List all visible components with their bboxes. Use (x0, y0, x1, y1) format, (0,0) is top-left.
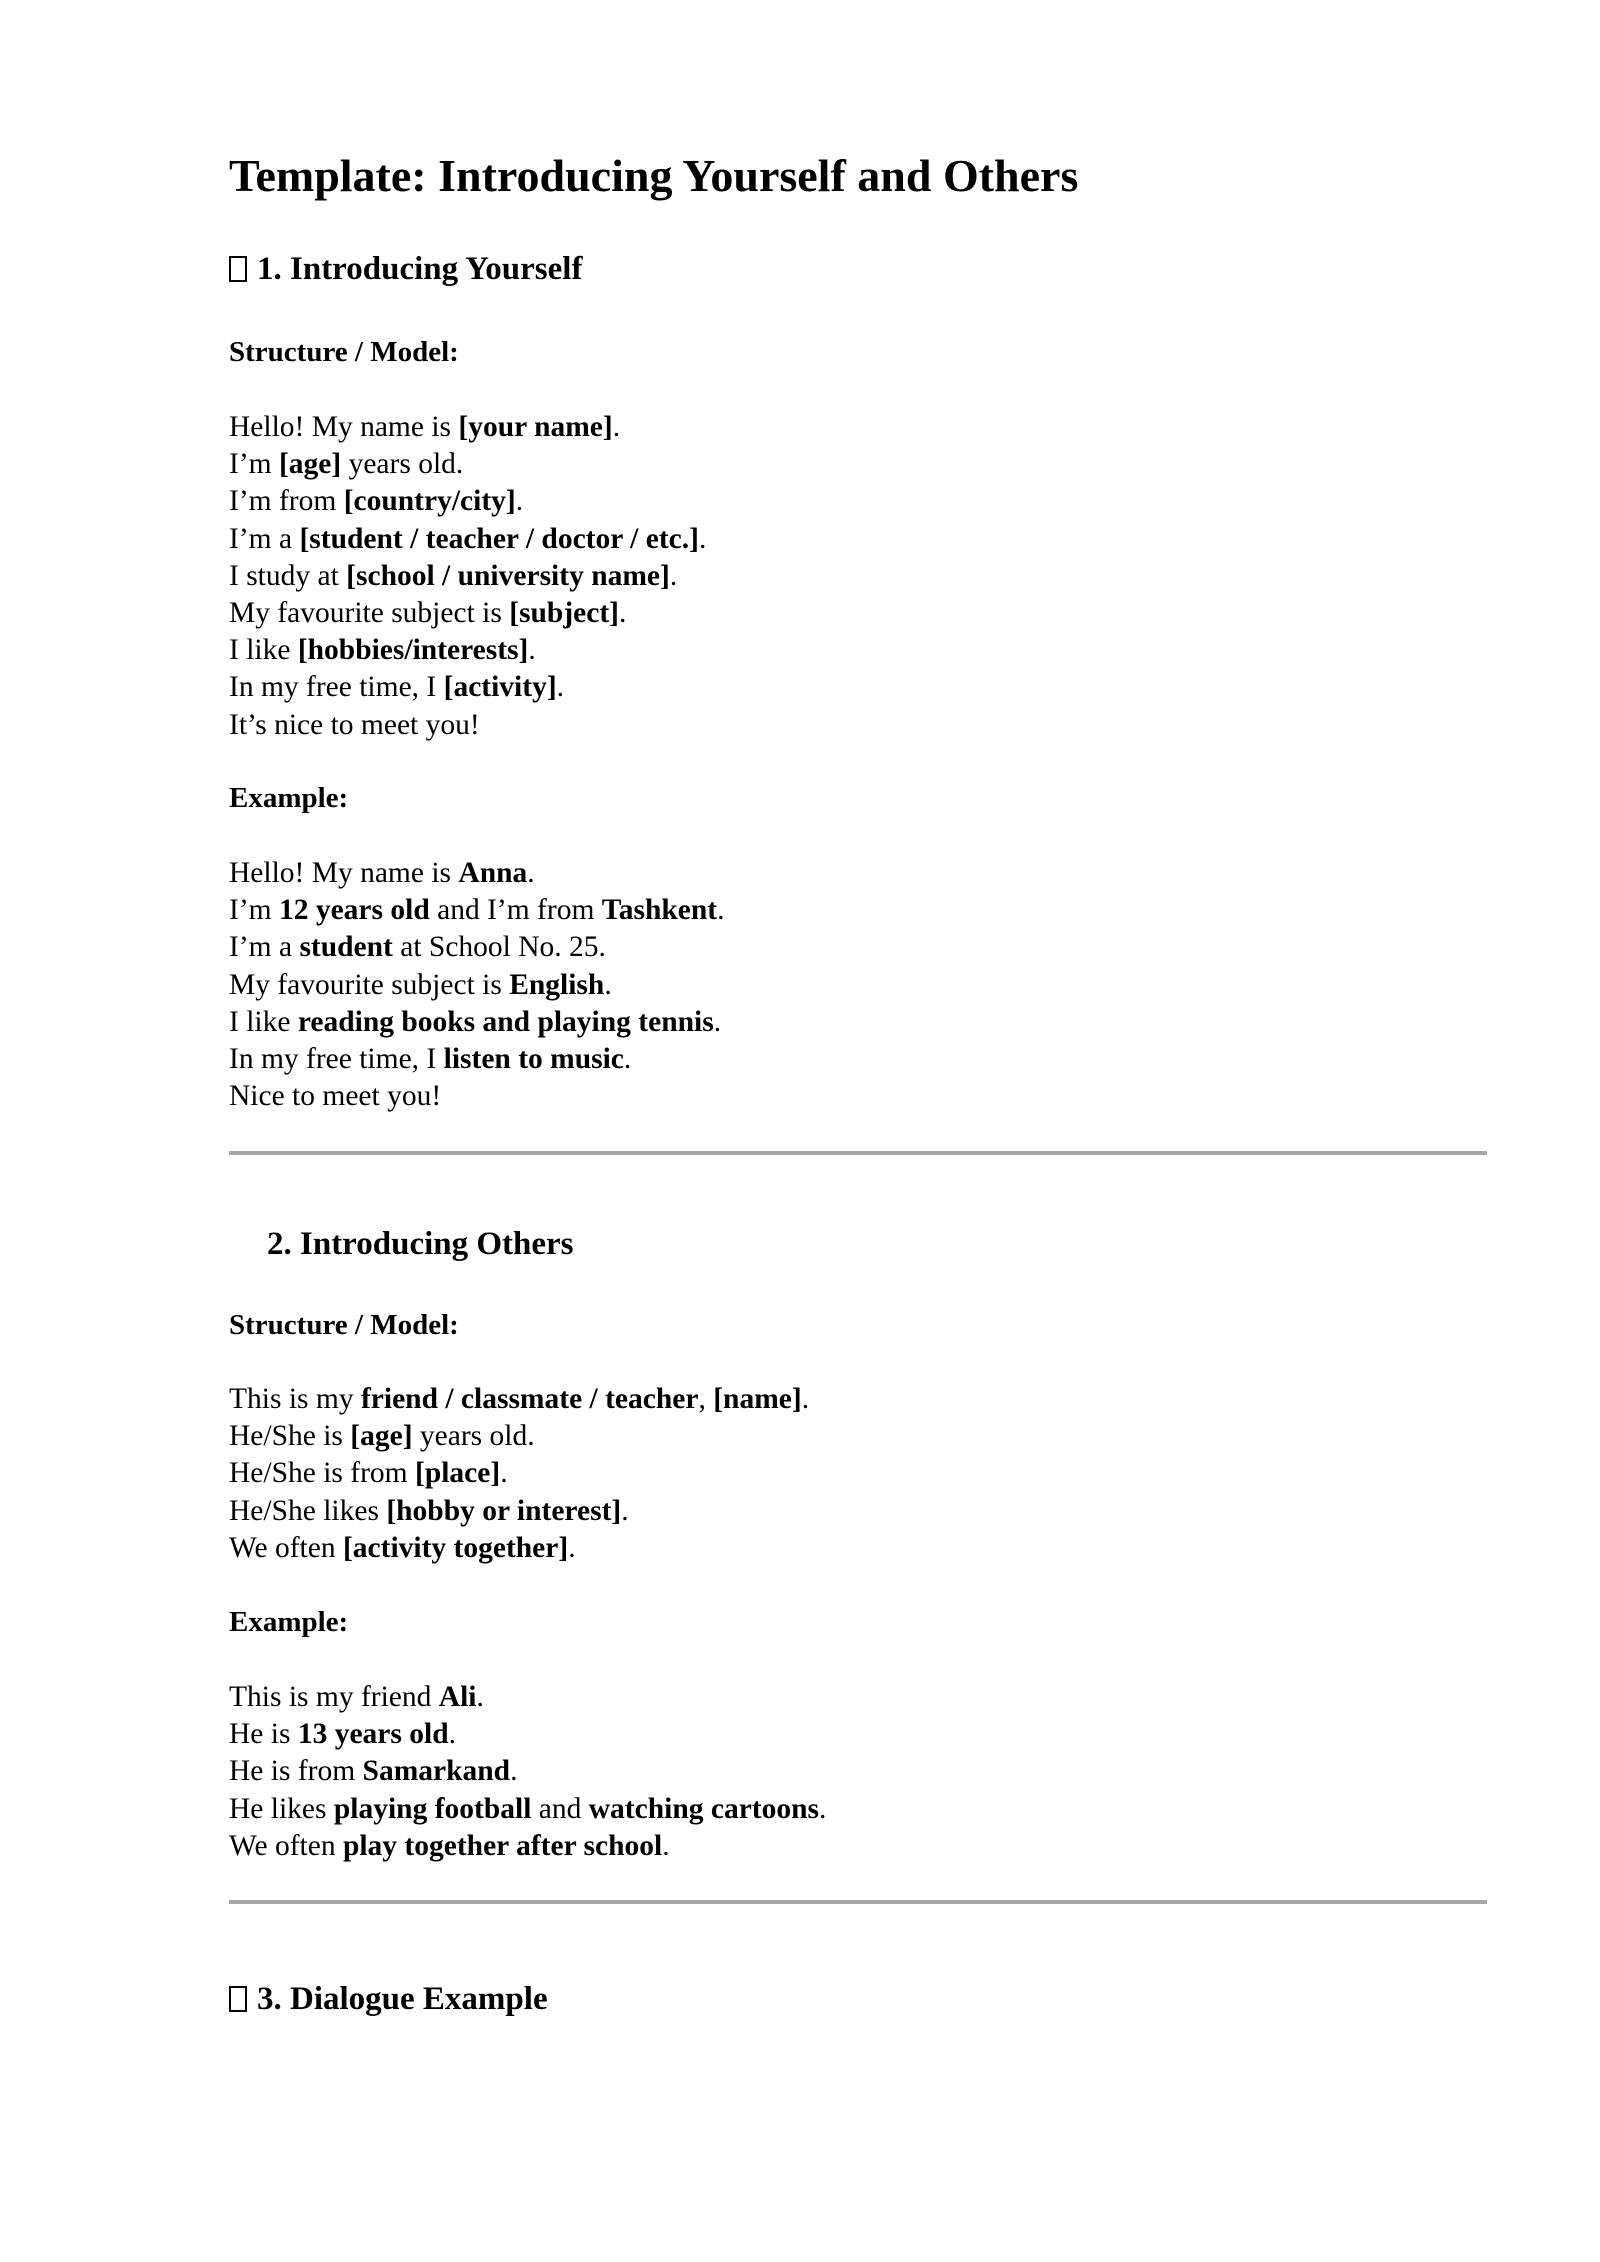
text-run: years old. (412, 1420, 535, 1453)
text-line (229, 1455, 809, 1492)
text-run: We often (229, 1531, 343, 1564)
text-run: I’m (229, 894, 279, 927)
text-line (229, 892, 725, 929)
text-run: I like (229, 634, 298, 667)
text-run: and I’m from (429, 894, 602, 927)
text-run: . (669, 559, 678, 592)
text-line (229, 521, 706, 558)
bold-text: 13 years old (297, 1718, 449, 1751)
text-line (229, 483, 706, 520)
section-divider (229, 1900, 1487, 1904)
missing-glyph-icon (229, 1986, 247, 2012)
text-run: . (801, 1383, 810, 1415)
text-run: at School No. 25. (392, 931, 606, 964)
text-run: I’m a (229, 931, 300, 964)
text-line (229, 409, 706, 446)
text-run: . (713, 1005, 722, 1038)
text-line (229, 1004, 725, 1041)
text-run: It’s nice to meet you! (229, 708, 480, 741)
section-2-example-label: Example: (229, 1606, 349, 1638)
text-run: My favourite subject is (229, 596, 510, 629)
text-line (229, 1753, 826, 1790)
bold-text: [activity together] (342, 1531, 569, 1564)
text-run: . (500, 1457, 508, 1490)
text-line (229, 1716, 826, 1753)
text-run: . (618, 596, 627, 629)
text-line (229, 1679, 826, 1716)
bold-text: [subject] (509, 596, 619, 629)
text-run: . (528, 634, 536, 667)
bold-text: student (299, 931, 393, 964)
bold-text: [name] (713, 1383, 802, 1415)
text-line (229, 669, 706, 706)
bold-text: [country/city] (343, 485, 516, 518)
text-line (229, 595, 706, 632)
text-line (229, 929, 725, 966)
text-run: I’m a (229, 522, 300, 555)
text-run: . (527, 857, 535, 889)
text-run: , (698, 1383, 714, 1415)
text-line (229, 632, 706, 669)
text-run: . (662, 1829, 670, 1862)
section-divider (229, 1151, 1487, 1155)
bold-text: playing football (333, 1792, 532, 1825)
text-line (229, 446, 706, 483)
section-1-example-label: Example: (229, 782, 349, 814)
bold-text: [your name] (458, 411, 613, 443)
bold-text: Ali (438, 1681, 477, 1713)
text-run: This is my (229, 1383, 361, 1415)
text-run: . (717, 894, 725, 927)
text-run: Hello! My name is (229, 411, 459, 443)
bold-text: Samarkand (362, 1755, 511, 1788)
text-run: He is from (229, 1755, 363, 1788)
text-run: We often (229, 1829, 343, 1862)
section-1-heading (229, 250, 582, 290)
bold-text: [age] (350, 1420, 413, 1453)
bold-text: play together after school (342, 1829, 663, 1862)
text-run: I study at (229, 559, 347, 592)
bold-text: 12 years old (278, 894, 430, 927)
text-run: He/She likes (229, 1494, 387, 1527)
document-title: Template: Introducing Yourself and Others (229, 150, 1079, 201)
text-run: He/She is from (229, 1457, 415, 1490)
text-line (229, 967, 725, 1004)
text-run: He/She is (229, 1420, 351, 1453)
text-run: Nice to meet you! (229, 1080, 442, 1113)
text-run: and (531, 1792, 589, 1825)
text-run: . (819, 1792, 827, 1825)
section-1-heading-text: 1. Introducing Yourself (257, 251, 583, 287)
text-run: . (448, 1718, 456, 1751)
bold-text: Tashkent (601, 894, 718, 927)
text-line (229, 1791, 826, 1828)
text-line (229, 1041, 725, 1078)
bold-text: friend / classmate / teacher (360, 1383, 699, 1415)
text-run: This is my friend (229, 1681, 439, 1713)
bold-text: [school / university name] (346, 559, 670, 592)
bold-text: [activity] (443, 671, 557, 704)
bold-text: [student / teacher / doctor / etc.] (299, 522, 699, 555)
text-line (229, 1381, 809, 1418)
text-run: I’m from (229, 485, 344, 518)
section-1-structure-label: Structure / Model: (229, 336, 459, 368)
text-line (229, 1493, 809, 1530)
bold-text: watching cartoons (588, 1792, 820, 1825)
bold-text: listen to music (443, 1042, 624, 1075)
bold-text: Anna (458, 857, 528, 889)
text-line (229, 1828, 826, 1865)
section-2-structure-label: Structure / Model: (229, 1309, 459, 1341)
text-run: My favourite subject is (229, 968, 510, 1001)
section-2-example-lines (229, 1679, 826, 1865)
text-run: . (515, 485, 524, 518)
text-run: I’m (229, 448, 279, 481)
text-line (229, 1418, 809, 1455)
text-run: . (698, 522, 707, 555)
bold-text: [place] (415, 1457, 501, 1490)
text-run: years old. (341, 448, 464, 481)
text-run: . (510, 1755, 518, 1788)
section-2-heading: 2. Introducing Others (267, 1226, 574, 1262)
bold-text: [hobbies/interests] (297, 634, 529, 667)
text-run: I like (229, 1005, 298, 1038)
bold-text: [age] (278, 448, 342, 481)
text-line (229, 1078, 725, 1115)
text-run: . (568, 1531, 576, 1564)
text-line (229, 558, 706, 595)
text-line (229, 1530, 809, 1567)
text-run: . (623, 1042, 632, 1075)
bold-text: [hobby or interest] (386, 1494, 622, 1527)
text-line (229, 707, 706, 744)
section-1-structure-lines (229, 409, 706, 744)
section-2-structure-lines (229, 1381, 809, 1567)
text-run: . (621, 1494, 629, 1527)
text-run: . (612, 411, 621, 443)
section-1-example-lines (229, 855, 725, 1115)
text-run: . (556, 671, 565, 704)
text-line (229, 855, 725, 892)
text-run: In my free time, I (229, 1042, 444, 1075)
text-run: He is (229, 1718, 298, 1751)
text-run: He likes (229, 1792, 334, 1825)
bold-text: English (509, 968, 605, 1001)
bold-text: reading books and playing tennis (297, 1005, 714, 1038)
text-run: Hello! My name is (229, 857, 459, 889)
text-run: . (476, 1681, 484, 1713)
missing-glyph-icon (229, 256, 247, 282)
section-3-heading (229, 1980, 548, 2020)
text-run: . (604, 968, 612, 1001)
text-run: In my free time, I (229, 671, 444, 704)
section-3-heading-text: 3. Dialogue Example (257, 1981, 548, 2017)
